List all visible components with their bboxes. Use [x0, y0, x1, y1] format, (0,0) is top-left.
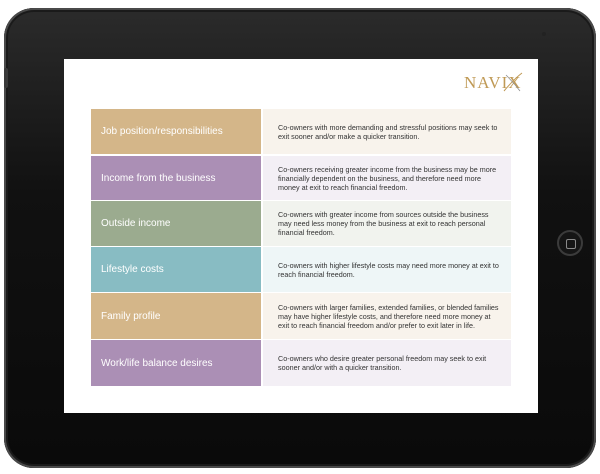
table-row: [91, 247, 511, 292]
table-row: [91, 156, 511, 200]
table-row: [91, 293, 511, 339]
camera-icon: [542, 32, 546, 36]
factor-description: Co-owners with larger families, extended families, or blended families may have higher lifestyle costs, and therefore need more money at exit to reach financial freedom and/or prefer to exit later in life.: [263, 293, 511, 339]
factor-category: Job position/responsibilities: [91, 109, 261, 154]
factor-description: Co-owners receiving greater income from the business may be more financially dependent on the business, and therefore need more money at exit to reach financial freedom.: [263, 156, 511, 200]
factor-category: Outside income: [91, 201, 261, 246]
slide-screen: [64, 59, 538, 413]
factor-description: Co-owners who desire greater personal freedom may seek to exit sooner and/or with a quicker transition.: [263, 340, 511, 386]
table-row: [91, 109, 511, 154]
logo-swoosh-icon: [464, 71, 524, 93]
side-button: [4, 68, 8, 88]
factor-description: Co-owners with more demanding and stressful positions may seek to exit sooner and/or make a quicker transition.: [263, 109, 511, 154]
table-row: [91, 201, 511, 246]
logo-text: NAVIX: [464, 73, 522, 92]
navix-logo: [464, 71, 524, 93]
factor-category: Lifestyle costs: [91, 247, 261, 292]
home-button[interactable]: [557, 230, 583, 256]
factor-description: Co-owners with greater income from sources outside the business may need less money from the business at exit to reach personal financial freedom.: [263, 201, 511, 246]
factor-category: Work/life balance desires: [91, 340, 261, 386]
home-square-icon: [566, 239, 576, 249]
table-row: [91, 340, 511, 386]
factor-description: Co-owners with higher lifestyle costs may need more money at exit to reach financial freedom.: [263, 247, 511, 292]
factor-category: Income from the business: [91, 156, 261, 200]
factor-category: Family profile: [91, 293, 261, 339]
